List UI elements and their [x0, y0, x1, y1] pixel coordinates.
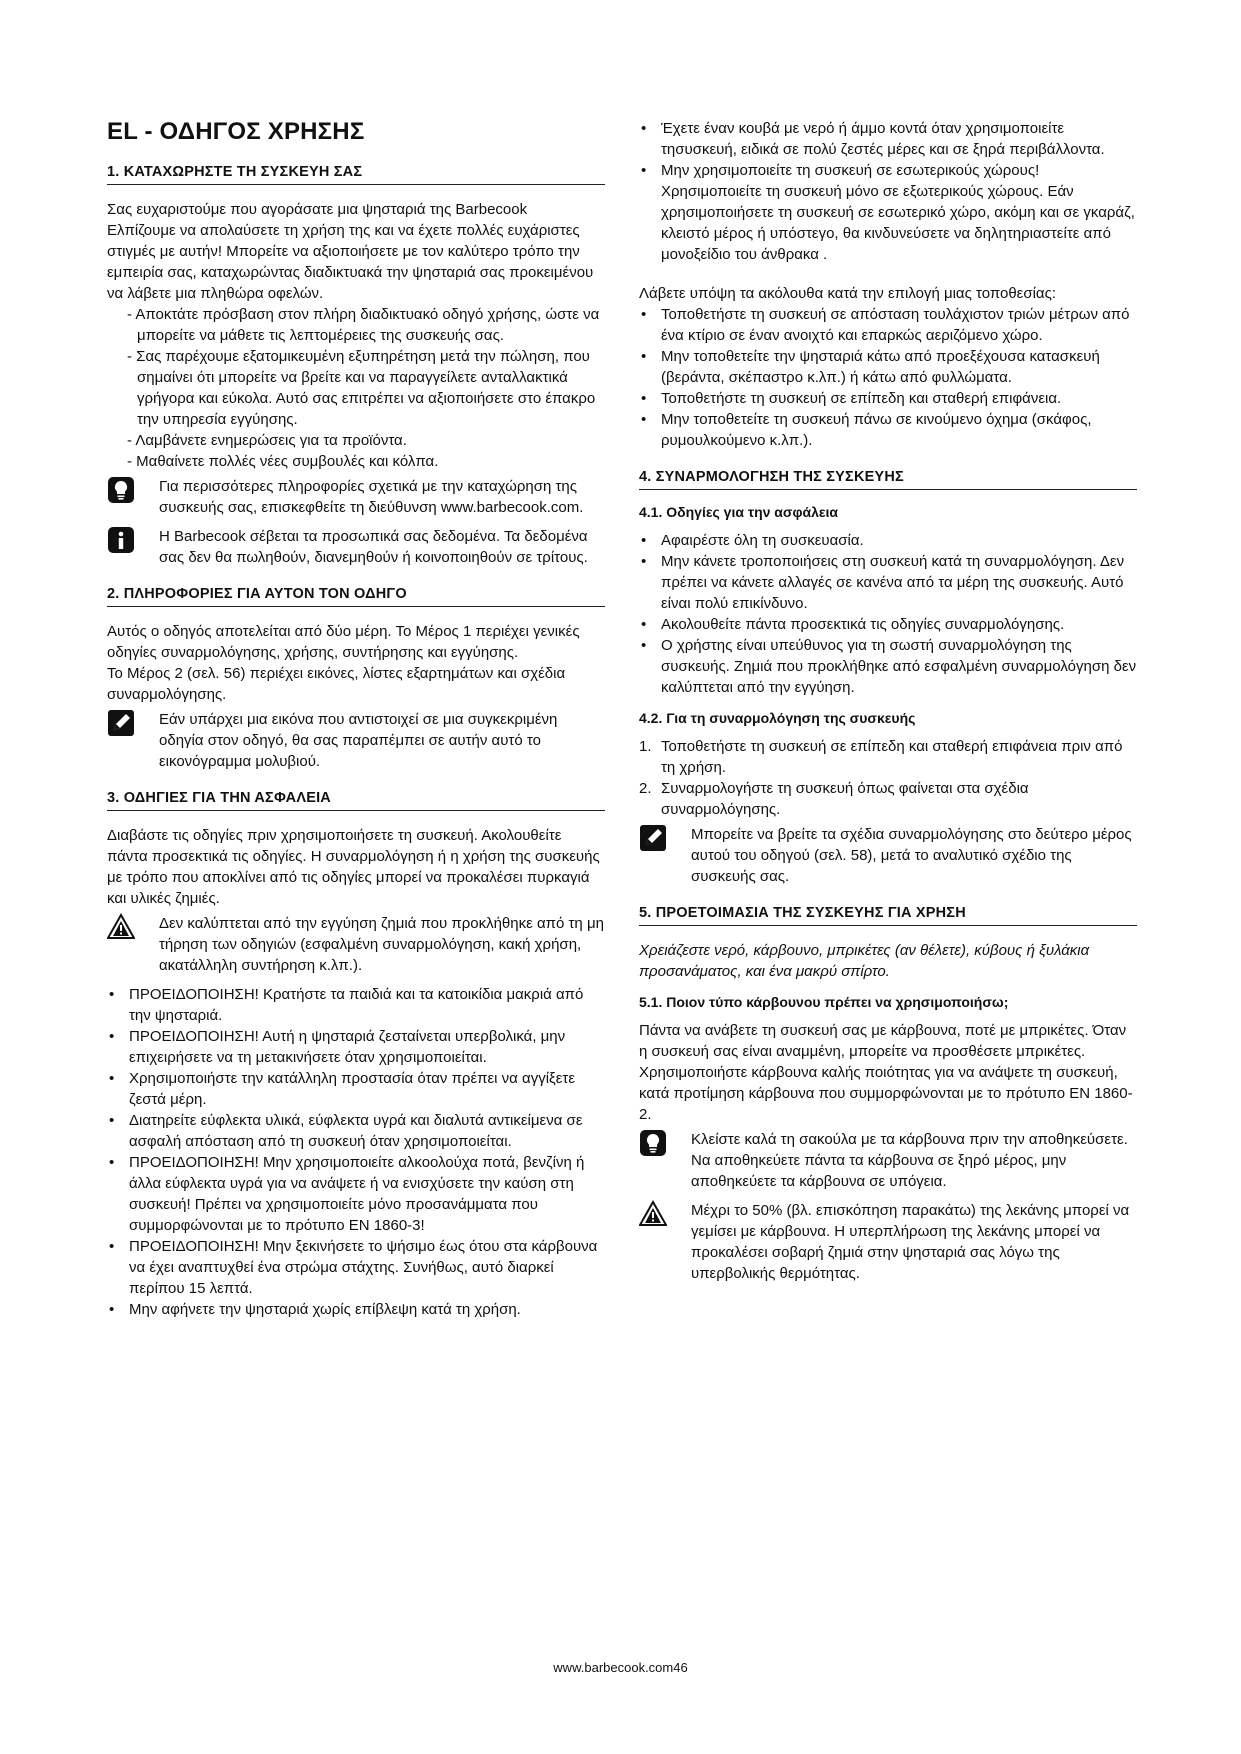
list-item: • Έχετε έναν κουβά με νερό ή άμμο κοντά όταν χρησιμοποιείτε τησυσκευή, ειδικά σε πολύ ζεστές μέρες και σε ξηρά περιβάλλοντα.	[641, 120, 1105, 158]
section-4-heading: 4. ΣΥΝΑΡΜΟΛΟΓΗΣΗ ΤΗΣ ΣΥΣΚΕΥΗΣ	[639, 469, 1137, 490]
list-item: 2. Συναρμολογήστε τη συσκευή όπως φαίνεται στα σχέδια συναρμολόγησης.	[639, 780, 1029, 818]
section-1-thanks: Σας ευχαριστούμε που αγοράσατε μια ψησταριά της Barbecook	[107, 201, 528, 218]
list-item: 1. Τοποθετήστε τη συσκευή σε επίπεδη και σταθερή επιφάνεια πριν από τη χρήση.	[639, 738, 1123, 776]
list-item: • ΠΡΟΕΙΔΟΠΟΙΗΣΗ! Μην ξεκινήσετε το ψήσιμο έως ότου στα κάρβουνα να έχει αναπτυχθεί ένα στρώμα στάχτης. Συνήθως, αυτό διαρκεί περίπου 15 λεπτά.	[109, 1238, 598, 1297]
list-item: • Τοποθετήστε τη συσκευή σε απόσταση τουλάχιστον τριών μέτρων από ένα κτίριο σε έναν ανοιχτό και επαρκώς αεριζόμενο χώρο.	[641, 306, 1130, 344]
list-item: • Χρησιμοποιήστε την κατάλληλη προστασία όταν πρέπει να αγγίξετε ζεστά μέρη.	[109, 1070, 576, 1108]
section-5-heading: 5. ΠΡΟΕΤΟΙΜΑΣΙΑ ΤΗΣ ΣΥΣΚΕΥΗΣ ΓΙΑ ΧΡΗΣΗ	[639, 905, 1137, 926]
section-3-heading: 3. ΟΔΗΓΙΕΣ ΓΙΑ ΤΗΝ ΑΣΦΑΛΕΙΑ	[107, 790, 605, 811]
tip-note	[107, 476, 605, 518]
section-3-intro: Διαβάστε τις οδηγίες πριν χρησιμοποιήσετε τη συσκευή. Ακολουθείτε πάντα προσεκτικά τις οδηγίες. Η συναρμολόγηση ή η χρήση της συσκευής με τρόπο που αποκλίνει από τις οδηγίες μπορεί να προκαλέσει πυρκαγιά και υλικές ζημιές.	[107, 827, 600, 907]
list-item: • Μην κάνετε τροποποιήσεις στη συσκευή κατά τη συναρμολόγηση. Δεν πρέπει να κάνετε αλλαγές σε κανένα από τα μέρη της συσκευής. Αυτό είναι πολύ επικίνδυνο.	[641, 553, 1125, 612]
lightbulb-icon	[639, 1129, 667, 1157]
section-1-heading: 1. ΚΑΤΑΧΩΡΗΣΤΕ ΤΗ ΣΥΣΚΕΥΗ ΣΑΣ	[107, 164, 605, 185]
warning-text: Δεν καλύπτεται από την εγγύηση ζημιά που προκλήθηκε από τη μη τήρηση των οδηγιών (εσφαλμένη συναρμολόγηση, κακή χρήση, ακατάλληλη συντήρηση κ.λπ.).	[159, 915, 604, 974]
warning-note	[639, 1200, 1137, 1284]
section-5-1-heading: 5.1. Ποιον τύπο κάρβουνου πρέπει να χρησιμοποιήσω;	[639, 994, 1009, 1010]
warning-icon	[639, 1200, 667, 1228]
warning-note	[107, 913, 605, 976]
list-item: • Μην τοποθετείτε τη συσκευή πάνω σε κινούμενο όχημα (σκάφος, ρυμουλκούμενο κ.λπ.).	[641, 411, 1092, 449]
pencil-note	[639, 824, 1137, 887]
section-2-heading: 2. ΠΛΗΡΟΦΟΡΙΕΣ ΓΙΑ ΑΥΤΟΝ ΤΟΝ ΟΔΗΓΟ	[107, 586, 605, 607]
pencil-icon	[107, 709, 135, 737]
section-4-2-heading: 4.2. Για τη συναρμολόγηση της συσκευής	[639, 710, 916, 726]
list-item: - Σας παρέχουμε εξατομικευμένη εξυπηρέτηση μετά την πώληση, που σημαίνει ότι μπορείτε να βρείτε και να παραγγείλετε ανταλλακτικά γρήγορα και εύκολα. Αυτό σας επιτρέπει να αξιοποιήσετε στο έπακρο την υπηρεσία εγγύησης.	[115, 346, 605, 430]
list-item: • Μην τοποθετείτε την ψησταριά κάτω από προεξέχουσα κατασκευή (βεράντα, σκέπαστρο κ.λπ.) ή κάτω από φυλλώματα.	[641, 348, 1100, 386]
safety-bullets-continued	[639, 118, 1137, 265]
tip-text: Κλείστε καλά τη σακούλα με τα κάρβουνα πριν την αποθηκεύσετε. Να αποθηκεύετε πάντα τα κάρβουνα σε ξηρό μέρος, μην αποθηκεύετε τα κάρβουνα σε υπόγεια.	[691, 1131, 1128, 1190]
tip-text: Για περισσότερες πληροφορίες σχετικά με την καταχώρηση της συσκευής σας, επισκεφθείτε τη διεύθυνση www.barbecook.com.	[159, 478, 584, 516]
info-text: Η Barbecook σέβεται τα προσωπικά σας δεδομένα. Τα δεδομένα σας δεν θα πωληθούν, διανεμηθούν ή κοινοποιηθούν σε τρίτους.	[159, 528, 588, 566]
list-item: • Διατηρείτε εύφλεκτα υλικά, εύφλεκτα υγρά και διαλυτά αντικείμενα σε ασφαλή απόσταση από τη συσκευή όταν χρησιμοποιείται.	[109, 1112, 583, 1150]
assembly-safety-bullets	[639, 530, 1137, 698]
info-note	[107, 526, 605, 568]
list-item: - Μαθαίνετε πολλές νέες συμβουλές και κόλπα.	[115, 451, 605, 472]
pencil-icon	[639, 824, 667, 852]
list-item: • ΠΡΟΕΙΔΟΠΟΙΗΣΗ! Κρατήστε τα παιδιά και τα κατοικίδια μακριά από την ψησταριά.	[109, 986, 584, 1024]
section-4-1-heading: 4.1. Οδηγίες για την ασφάλεια	[639, 504, 839, 520]
safety-bullets	[107, 984, 605, 1320]
list-item: • Μην αφήνετε την ψησταριά χωρίς επίβλεψη κατά τη χρήση.	[109, 1301, 521, 1318]
section-1-benefits	[107, 304, 605, 472]
list-item: - Λαμβάνετε ενημερώσεις για τα προϊόντα.	[115, 430, 605, 451]
section-2-p2: Το Μέρος 2 (σελ. 56) περιέχει εικόνες, λίστες εξαρτημάτων και σχέδια συναρμολόγησης.	[107, 665, 566, 703]
warning-text: Μέχρι το 50% (βλ. επισκόπηση παρακάτω) της λεκάνης μπορεί να γεμίσει με κάρβουνα. Η υπερπλήρωση της λεκάνης μπορεί να προκαλέσει σοβαρή ζημιά στην ψησταριά σας λόγω της υπερβολικής θερμότητας.	[691, 1202, 1130, 1282]
pencil-note-text: Εάν υπάρχει μια εικόνα που αντιστοιχεί σε μια συγκεκριμένη οδηγία στον οδηγό, θα σας παραπέμπει σε αυτήν αυτό το εικονόγραμμα μολυβιού.	[159, 711, 558, 770]
tip-note	[639, 1129, 1137, 1192]
section-5-intro: Χρειάζεστε νερό, κάρβουνο, μπρικέτες (αν θέλετε), κύβους ή ξυλάκια προσανάματος, και ένα μακρύ σπίρτο.	[639, 942, 1090, 980]
pencil-note-text: Μπορείτε να βρείτε τα σχέδια συναρμολόγησης στο δεύτερο μέρος αυτού του οδηγού (σελ. 58), μετά το αναλυτικό σχέδιο της συσκευής σας.	[691, 826, 1132, 885]
list-item: • Αφαιρέστε όλη τη συσκευασία.	[641, 532, 864, 549]
list-item: - Αποκτάτε πρόσβαση στον πλήρη διαδικτυακό οδηγό χρήσης, ώστε να μπορείτε να μάθετε τις λεπτομέρειες της συσκευής σας.	[115, 304, 605, 346]
pencil-note	[107, 709, 605, 772]
list-item: • Μην χρησιμοποιείτε τη συσκευή σε εσωτερικούς χώρους! Χρησιμοποιείτε τη συσκευή μόνο σε εξωτερικούς χώρους. Εάν χρησιμοποιήσετε τη συσκευή σε εσωτερικό χώρο, ακόμη και σε γκαράζ, κλειστό μέρος ή υπόστεγο, θα κινδυνεύσετε να δηλητηριαστείτε από μονοξείδιο του άνθρακα .	[641, 162, 1135, 263]
list-item: • Ο χρήστης είναι υπεύθυνος για τη σωστή συναρμολόγηση της συσκευής. Ζημιά που προκλήθηκε από εσφαλμένη συναρμολόγηση δεν καλύπτεται από την εγγύηση.	[641, 637, 1137, 696]
list-item: • Ακολουθείτε πάντα προσεκτικά τις οδηγίες συναρμολόγησης.	[641, 616, 1065, 633]
page-footer: www.barbecook.com46	[553, 1660, 688, 1675]
section-5-1-text: Πάντα να ανάβετε τη συσκευή σας με κάρβουνα, ποτέ με μπρικέτες. Όταν η συσκευή σας είναι αναμμένη, μπορείτε να προσθέσετε μπρικέτες. Χρησιμοποιήστε κάρβουνα καλής ποιότητας για να ανάψετε τη συσκευή, κατά προτίμηση κάρβουνα που συμμορφώνονται με το πρότυπο EN 1860-2.	[639, 1022, 1133, 1123]
assembly-steps	[639, 736, 1137, 820]
lightbulb-icon	[107, 476, 135, 504]
document-title: EL - ΟΔΗΓΟΣ ΧΡΗΣΗΣ	[107, 118, 365, 145]
info-icon	[107, 526, 135, 554]
warning-icon	[107, 913, 135, 941]
left-column	[107, 118, 605, 1320]
section-2-p1: Αυτός ο οδηγός αποτελείται από δύο μέρη. Το Μέρος 1 περιέχει γενικές οδηγίες συναρμολόγησης, χρήσης, συντήρησης και εγγύησης.	[107, 623, 580, 661]
list-item: • ΠΡΟΕΙΔΟΠΟΙΗΣΗ! Αυτή η ψησταριά ζεσταίνεται υπερβολικά, μην επιχειρήσετε να τη μετακινήσετε όταν χρησιμοποιείται.	[109, 1028, 566, 1066]
location-intro: Λάβετε υπόψη τα ακόλουθα κατά την επιλογή μιας τοποθεσίας:	[639, 285, 1057, 302]
section-1-intro: Ελπίζουμε να απολαύσετε τη χρήση της και να έχετε πολλές ευχάριστες στιγμές με αυτήν! Μπορείτε να αξιοποιήσετε με τον καλύτερο τρόπο την εμπειρία σας, καταχωρώντας διαδικτυακά την ψησταριά σας προκειμένου να λάβετε μια πληθώρα οφελών.	[107, 222, 594, 302]
list-item: • Τοποθετήστε τη συσκευή σε επίπεδη και σταθερή επιφάνεια.	[641, 390, 1062, 407]
list-item: • ΠΡΟΕΙΔΟΠΟΙΗΣΗ! Μην χρησιμοποιείτε αλκοολούχα ποτά, βενζίνη ή άλλα εύφλεκτα υγρά για να ανάψετε ή να ενισχύσετε την καύση στη συσκευή! Πρέπει να χρησιμοποιείτε μόνο προσανάμματα που συμμορφώνονται με το πρότυπο EN 1860-3!	[109, 1154, 585, 1234]
location-bullets	[639, 304, 1137, 451]
right-column	[639, 118, 1137, 1292]
